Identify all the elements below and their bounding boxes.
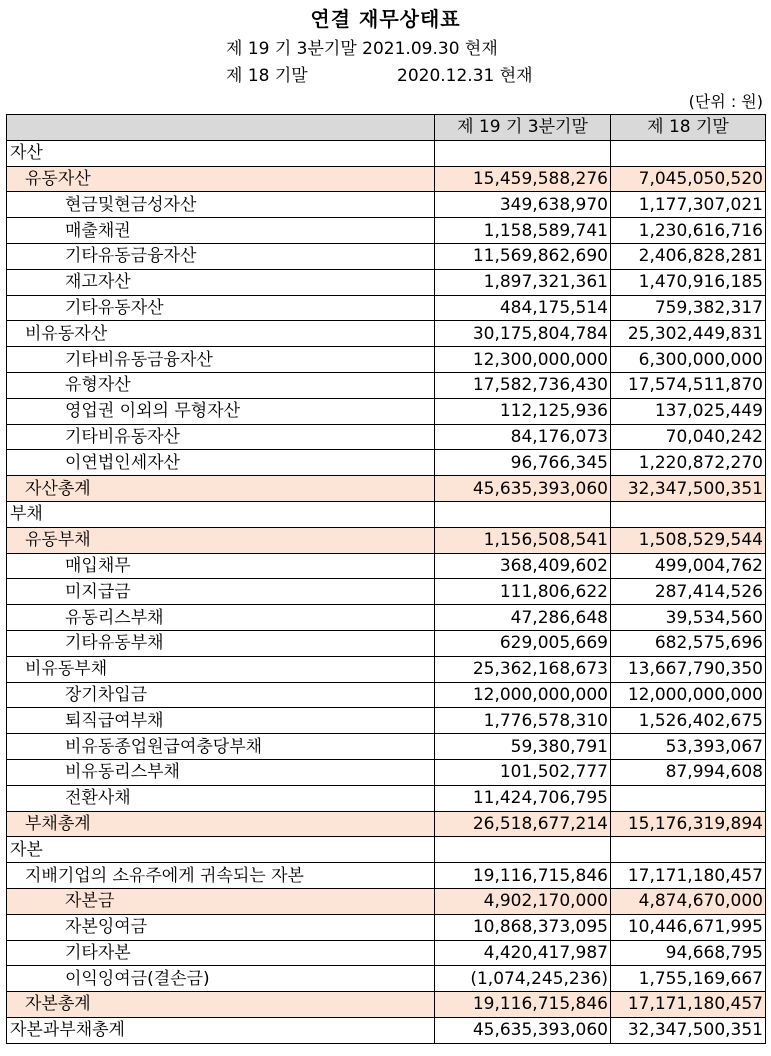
account-name: 부채 xyxy=(7,501,435,527)
prior-period-value: 7,045,050,520 xyxy=(611,166,766,192)
table-row xyxy=(7,759,766,785)
current-period-value: 26,518,677,214 xyxy=(435,811,611,837)
prior-period-value: 17,171,180,457 xyxy=(611,863,766,889)
account-name: 유동자산 xyxy=(7,166,435,192)
current-period-value: 1,158,589,741 xyxy=(435,218,611,244)
current-period-value: (1,074,245,236) xyxy=(435,966,611,992)
current-period-value: 11,424,706,795 xyxy=(435,785,611,811)
table-row xyxy=(7,811,766,837)
table-row xyxy=(7,708,766,734)
table-row xyxy=(7,837,766,863)
current-period-value: 11,569,862,690 xyxy=(435,243,611,269)
prior-period-value xyxy=(611,837,766,863)
account-name: 자본잉여금 xyxy=(7,914,435,940)
account-name: 지배기업의 소유주에게 귀속되는 자본 xyxy=(7,863,435,889)
account-name: 비유동부채 xyxy=(7,656,435,682)
current-period-value: 629,005,669 xyxy=(435,630,611,656)
prior-period-value: 1,508,529,544 xyxy=(611,527,766,553)
table-row xyxy=(7,579,766,605)
table-row xyxy=(7,372,766,398)
account-name: 자본 xyxy=(7,837,435,863)
account-name: 기타유동자산 xyxy=(7,295,435,321)
table-row xyxy=(7,398,766,424)
current-period: 제 19 기 3분기말 2021.09.30 현재 xyxy=(226,39,498,59)
current-period-value: 19,116,715,846 xyxy=(435,992,611,1018)
header-account xyxy=(7,115,435,141)
current-period-value: 12,000,000,000 xyxy=(435,682,611,708)
table-body xyxy=(7,140,766,1043)
table-row xyxy=(7,140,766,166)
account-name: 매출채권 xyxy=(7,218,435,244)
current-period-value: 10,868,373,095 xyxy=(435,914,611,940)
prior-period-value: 39,534,560 xyxy=(611,605,766,631)
current-period-value xyxy=(435,837,611,863)
current-period-value: 17,582,736,430 xyxy=(435,372,611,398)
prior-period-value: 759,382,317 xyxy=(611,295,766,321)
prior-period-value: 94,668,795 xyxy=(611,940,766,966)
table-row xyxy=(7,553,766,579)
prior-period-date: 2020.12.31 현재 xyxy=(397,66,533,86)
current-period-value: 96,766,345 xyxy=(435,450,611,476)
balance-sheet-table xyxy=(6,114,766,1044)
current-period-value: 368,409,602 xyxy=(435,553,611,579)
current-period-value: 1,776,578,310 xyxy=(435,708,611,734)
prior-period-value: 12,000,000,000 xyxy=(611,682,766,708)
account-name: 이익잉여금(결손금) xyxy=(7,966,435,992)
prior-period-value: 287,414,526 xyxy=(611,579,766,605)
prior-period-label: 제 18 기말 xyxy=(226,66,308,86)
account-name: 퇴직급여부채 xyxy=(7,708,435,734)
account-name: 이연법인세자산 xyxy=(7,450,435,476)
table-row xyxy=(7,476,766,502)
prior-period-value: 1,470,916,185 xyxy=(611,269,766,295)
account-name: 비유동리스부채 xyxy=(7,759,435,785)
current-period-value: 84,176,073 xyxy=(435,424,611,450)
prior-period-value: 2,406,828,281 xyxy=(611,243,766,269)
prior-period-value: 32,347,500,351 xyxy=(611,1017,766,1043)
prior-period-value: 1,220,872,270 xyxy=(611,450,766,476)
prior-period-value xyxy=(611,785,766,811)
account-name: 부채총계 xyxy=(7,811,435,837)
account-name: 비유동자산 xyxy=(7,321,435,347)
prior-period-value: 25,302,449,831 xyxy=(611,321,766,347)
prior-period-value: 682,575,696 xyxy=(611,630,766,656)
account-name: 미지급금 xyxy=(7,579,435,605)
table-row xyxy=(7,243,766,269)
account-name: 현금및현금성자산 xyxy=(7,192,435,218)
header-prior-period: 제 18 기말 xyxy=(611,115,766,141)
current-period-value: 349,638,970 xyxy=(435,192,611,218)
table-row xyxy=(7,166,766,192)
current-period-value: 484,175,514 xyxy=(435,295,611,321)
prior-period-value: 17,171,180,457 xyxy=(611,992,766,1018)
current-period-value: 25,362,168,673 xyxy=(435,656,611,682)
table-row xyxy=(7,218,766,244)
prior-period-value: 137,025,449 xyxy=(611,398,766,424)
prior-period-value xyxy=(611,140,766,166)
account-name: 기타비유동금융자산 xyxy=(7,347,435,373)
account-name: 기타비유동자산 xyxy=(7,424,435,450)
header-current-period: 제 19 기 3분기말 xyxy=(435,115,611,141)
table-row xyxy=(7,295,766,321)
statement-title: 연결 재무상태표 xyxy=(310,7,461,31)
table-row xyxy=(7,192,766,218)
current-period-value xyxy=(435,501,611,527)
table-row xyxy=(7,863,766,889)
current-period-value: 12,300,000,000 xyxy=(435,347,611,373)
prior-period-value: 1,526,402,675 xyxy=(611,708,766,734)
account-name: 매입채무 xyxy=(7,553,435,579)
account-name: 자본총계 xyxy=(7,992,435,1018)
unit-label: (단위 : 원) xyxy=(688,92,763,111)
prior-period-value: 6,300,000,000 xyxy=(611,347,766,373)
prior-period-value: 70,040,242 xyxy=(611,424,766,450)
prior-period-value: 87,994,608 xyxy=(611,759,766,785)
account-name: 전환사채 xyxy=(7,785,435,811)
table-row xyxy=(7,424,766,450)
table-row xyxy=(7,605,766,631)
current-period-value: 30,175,804,784 xyxy=(435,321,611,347)
current-period-value: 111,806,622 xyxy=(435,579,611,605)
prior-period-value: 17,574,511,870 xyxy=(611,372,766,398)
current-period-value: 112,125,936 xyxy=(435,398,611,424)
table-row xyxy=(7,347,766,373)
prior-period-value: 10,446,671,995 xyxy=(611,914,766,940)
current-period-value: 4,420,417,987 xyxy=(435,940,611,966)
current-period-value: 101,502,777 xyxy=(435,759,611,785)
current-period-value xyxy=(435,140,611,166)
table-row xyxy=(7,656,766,682)
prior-period-value: 1,230,616,716 xyxy=(611,218,766,244)
account-name: 유형자산 xyxy=(7,372,435,398)
account-name: 유동부채 xyxy=(7,527,435,553)
table-row xyxy=(7,888,766,914)
account-name: 비유동종업원급여충당부채 xyxy=(7,734,435,760)
account-name: 자산 xyxy=(7,140,435,166)
prior-period-value: 13,667,790,350 xyxy=(611,656,766,682)
table-row xyxy=(7,630,766,656)
table-row xyxy=(7,785,766,811)
current-period-value: 15,459,588,276 xyxy=(435,166,611,192)
current-period-value: 1,156,508,541 xyxy=(435,527,611,553)
prior-period-value: 53,393,067 xyxy=(611,734,766,760)
current-period-value: 47,286,648 xyxy=(435,605,611,631)
prior-period-value: 15,176,319,894 xyxy=(611,811,766,837)
table-row xyxy=(7,321,766,347)
account-name: 장기차입금 xyxy=(7,682,435,708)
prior-period-value: 32,347,500,351 xyxy=(611,476,766,502)
prior-period-value: 1,177,307,021 xyxy=(611,192,766,218)
prior-period-value: 499,004,762 xyxy=(611,553,766,579)
account-name: 기타자본 xyxy=(7,940,435,966)
current-period-value: 4,902,170,000 xyxy=(435,888,611,914)
table-row xyxy=(7,734,766,760)
account-name: 자산총계 xyxy=(7,476,435,502)
table-row xyxy=(7,914,766,940)
current-period-value: 45,635,393,060 xyxy=(435,1017,611,1043)
current-period-value: 1,897,321,361 xyxy=(435,269,611,295)
table-row xyxy=(7,527,766,553)
account-name: 유동리스부채 xyxy=(7,605,435,631)
table-row xyxy=(7,992,766,1018)
current-period-value: 45,635,393,060 xyxy=(435,476,611,502)
account-name: 기타유동금융자산 xyxy=(7,243,435,269)
account-name: 영업권 이외의 무형자산 xyxy=(7,398,435,424)
prior-period-value: 1,755,169,667 xyxy=(611,966,766,992)
current-period-value: 59,380,791 xyxy=(435,734,611,760)
account-name: 재고자산 xyxy=(7,269,435,295)
prior-period-value: 4,874,670,000 xyxy=(611,888,766,914)
table-row xyxy=(7,269,766,295)
table-row xyxy=(7,682,766,708)
prior-period-value xyxy=(611,501,766,527)
table-row xyxy=(7,450,766,476)
account-name: 기타유동부채 xyxy=(7,630,435,656)
table-row xyxy=(7,966,766,992)
account-name: 자본과부채총계 xyxy=(7,1017,435,1043)
table-header-row xyxy=(7,115,766,141)
table-row xyxy=(7,501,766,527)
current-period-value: 19,116,715,846 xyxy=(435,863,611,889)
table-row xyxy=(7,1017,766,1043)
table-row xyxy=(7,940,766,966)
account-name: 자본금 xyxy=(7,888,435,914)
